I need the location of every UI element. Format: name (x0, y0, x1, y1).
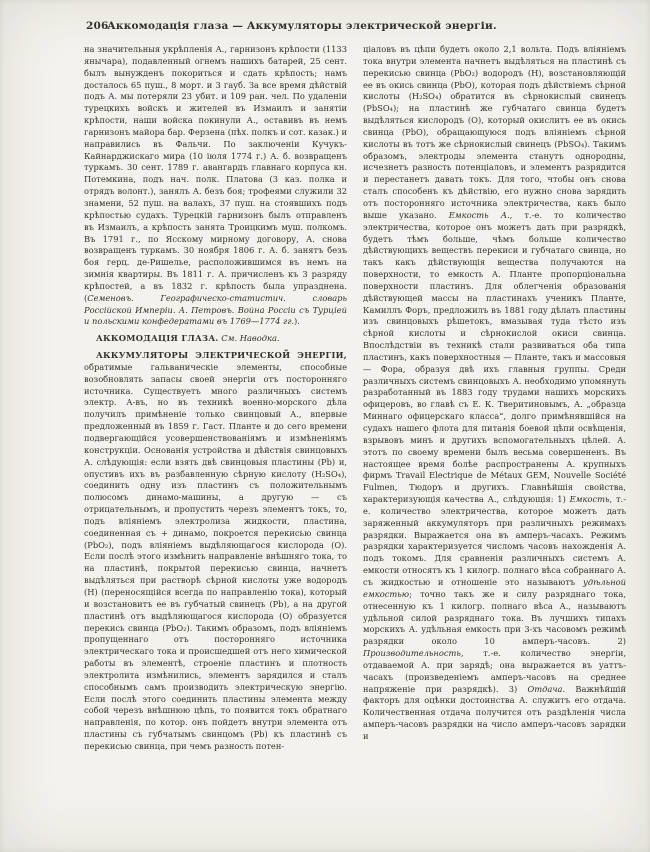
page-number: 206 (86, 20, 109, 32)
text-columns (84, 44, 626, 842)
text-segment: на значительныя укрѣпленія А., гарнизонъ крѣпости (1133 янычара), подавленный огнемъ нашихъ батарей, 25 сент. былъ вынужденъ покориться и сдать крѣпость; намъ досталось 65 пуш., 8 морт. и 3 гауб. За все время дѣйствій подъ А. мы потеряли 23 убит. и 109 ран. чел. По удаленіи турецкихъ войскъ и жителей въ Измаилъ и занятіи крѣпости, наши войска покинули А., оставивъ въ немъ гарнизонъ майора бар. Ферзена (пѣх. полкъ и сот. казак.) и направились въ Фальчи. По заключеніи Кучукъ-Кайнарджискаго мира (10 іюля 1774 г.) А. б. возвращенъ туркамъ. 30 сент. 1789 г. авангардъ главнаго корпуса кн. Потемкина, подъ нач. полк. Платова (3 каз. полка и отрядъ волонт.), занялъ А. безъ боя; трофеями служили 32 знамени, 52 пуш. на валахъ, 37 пуш. на стоявшихъ подъ крѣпостью судахъ. Турецкій гарнизонъ былъ отправленъ въ Измаилъ, а крѣпость занята Троицкимъ муш. полкомъ. Въ 1791 г., по Ясскому мирному договору, А. снова возвращенъ туркамъ. 30 ноября 1806 г. А. б. занятъ безъ боя герц. де-Ришелье, расположившимся въ немъ на зимнія квартиры. Въ 1811 г. А. причисленъ къ 3 разряду крѣпостей, а въ 1832 г. крѣпость была упразднена. ( (84, 44, 347, 303)
text-segment: . Важнѣйшій факторъ для оцѣнки достоинства А. служитъ его отдача. Количественная отдача получится отъ раздѣленія числа амперъ-часовъ разрядки на число амперъ-часовъ зарядки и (363, 683, 626, 741)
text-segment: АККУМУЛЯТОРЫ ЭЛЕКТРИЧЕСКОЙ ЭНЕРГІИ, (96, 350, 347, 361)
text-segment: ; точно такъ же и силу разряднаго тока, отнесенную къ 1 килогр. полнаго вѣса А., называютъ удѣльной силой разряднаго тока. Въ лучшихъ типахъ морскихъ А. удѣльная емкость при 3-хъ часовомъ режимѣ разрядки около 10 амперъ-часовъ. 2) (363, 588, 626, 647)
left-column (84, 44, 347, 842)
text-segment: Производительность (363, 648, 461, 659)
paragraph-akkerman-end (84, 44, 347, 328)
running-head-title: Аккомодація глаза — Аккумуляторы электрической энергіи. (107, 20, 497, 32)
text-segment: обратимые гальваническіе элементы, способные возобновлять запасы своей энергіи отъ посторонняго источника. Существуетъ много различныхъ системъ электр. А-въ, но въ техникѣ военно-морского дѣла получилъ примѣненіе только свинцовый А., впервые предложенный въ 1859 г. Гаст. Планте и до сего времени подвергающійся усовершенствованіямъ и измѣненіямъ конструкціи. Основанія устройства и дѣйствія свинцовыхъ А. слѣдующія: если взять двѣ свинцовыя пластины (Pb) и, опустивъ ихъ въ разбавленную сѣрную кислоту (H₂SO₄), соединить одну изъ пластинъ съ положительнымъ полюсомъ динамо-машины, а другую — съ отрицательнымъ, и пропустить черезъ элементъ токъ, то, подъ вліяніемъ электролиза жидкости, пластина, соединенная съ + динамо, покроется перекисью свинца (PbO₂), подъ вліяніемъ выдѣляющагося кислорода (O). Если послѣ этого измѣнить направленіе внѣшняго тока, то на пластинѣ, покрытой перекисью свинца, начнетъ выдѣляться при растворѣ сѣрной кислоты уже водородъ (H) (переносящійся всегда по направленію тока), который и возстановитъ ее въ губчатый свинецъ (Pb), а на другой пластинѣ отъ выдѣляющагося кислорода (O) образуется перекись свинца (PbO₂). Такимъ образомъ, подъ вліяніемъ пропущеннаго отъ посторонняго источника электрическаго тока и происшедшей отъ него химической работы въ элементѣ, строеніе пластинъ и плотность электролита измѣнились, элементъ зарядился и сталъ способнымъ самъ производить электрическую энергію. Если послѣ этого соединить пластины элемента между собой черезъ внѣшнюю цѣпь, то появится токъ обратнаго направленія, по котор. онъ пойдетъ внутри элемента отъ пластины съ губчатымъ свинцомъ (Pb) къ пластинѣ съ перекисью свинца, при чемъ разность потен- (84, 361, 347, 751)
text-segment: , т.-е. количество энергіи, отдаваемой А. при зарядѣ; она выражается въ уаттъ-часахъ (произведеніемъ амперъ-часовъ на среднее напряженіе при разрядкѣ). 3) (363, 648, 626, 694)
text-segment: Отдача (527, 683, 563, 694)
entry-akkumulatory-energii (84, 350, 347, 753)
text-segment: ). (294, 316, 300, 327)
text-segment: удѣльной емкостью (363, 576, 626, 599)
entry-akkomodacia-glaza (84, 333, 347, 345)
running-head (84, 20, 520, 32)
right-column (363, 44, 626, 842)
text-segment: Семеновъ. Географическо-статистич. словарь Россійской Имперіи. А. Петровъ. Война Россіи съ Турціей и польскими конфедератами въ 1769—1774 гг. (84, 292, 347, 327)
text-segment: ціаловъ въ цѣпи будетъ около 2,1 вольта. Подъ вліяніемъ тока внутри элемента начнетъ выдѣляться на пластинѣ съ перекисью свинца (PbO₂) водородъ (H), возстановляющій ее въ окись свинца (PbO), которая подъ дѣйствіемъ сѣрной кислоты (H₂SO₄) обратится въ сѣрнокислый свинецъ (PbSO₄); на пластинѣ же губчатаго свинца будетъ выдѣляться кислородъ (O), который окислитъ ее въ окись свинца (PbO), обращающуюся подъ вліяніемъ сѣрной кислоты въ тотъ же сѣрнокислый свинецъ (PbSO₄). Такимъ образомъ, электроды элемента станутъ однородны, исчезнетъ разность потенціаловъ, и элементъ разрядится и перестанетъ давать токъ. Для того, чтобы онъ снова сталъ способенъ къ дѣйствію, его нужно снова зарядить отъ посторонняго источника электричества, какъ было выше указано. (363, 44, 626, 220)
paragraph-akkumulatory-continued (363, 44, 626, 743)
text-segment: Емкость (569, 494, 610, 505)
text-segment: См. Наводка. (221, 333, 280, 344)
text-segment: , т.-е. то количество электричества, которое онъ можетъ дать при разрядкѣ, будетъ тѣмъ больше, чѣмъ больше количество дѣйствующихъ веществъ перекиси и губчатаго свинца, но такъ какъ дѣйствующія вещества получаются на поверхности, то емкость А. Планте пропорціональна поверхности пластинъ. Для облегченія образованія дѣйствующей массы на пластинахъ ученикъ Планте, Камиллъ Форъ, предложилъ въ 1881 году дѣлать пластины изъ свинцовыхъ рѣшетокъ, вмазывая туда тѣсто изъ сѣрной кислоты и сѣрнокислой окиси свинца. Впослѣдствіи въ техникѣ стали развиваться оба типа пластинъ, какъ поверхностныя — Планте, такъ и массовыя — Фора, образуя двѣ ихъ главныя группы. Среди различныхъ системъ свинцовыхъ А. необходимо упомянуть разработанный въ 1883 году трудами нашихъ морскихъ офицеровъ, во главѣ съ Е. К. Тверитиновымъ, А. „образца Миннаго офицерскаго класса“, долго примѣнявшійся на судахъ нашего флота для питанія боевой цѣпи освѣщенія, взрывовъ минъ и другихъ вспомогательныхъ цѣлей. А. этотъ по своему времени былъ весьма совершененъ. Въ настоящее время болѣе распространены А. крупныхъ фирмъ Travail Electrique de Métaux GEM, Nouvelle Société Fulmen, Тюдоръ и другихъ. Главнѣйшія свойства, характеризующія качества А., слѣдующія: 1) (363, 209, 626, 505)
text-segment: Емкость А. (448, 209, 510, 220)
text-segment: АККОМОДАЦІЯ ГЛАЗА. (96, 333, 219, 344)
text-segment: , т.-е. количество электричества, которое можетъ дать заряженный аккумуляторъ при различныхъ режимахъ разрядки. Выражается она въ амперъ-часахъ. Режимъ разрядки характеризуется числомъ часовъ нахожденія А. подъ токомъ. Для сравненія различныхъ системъ А. емкости относятъ къ 1 килогр. полнаго вѣса собраннаго А. съ жидкостью и отношеніе это называютъ (363, 494, 626, 587)
